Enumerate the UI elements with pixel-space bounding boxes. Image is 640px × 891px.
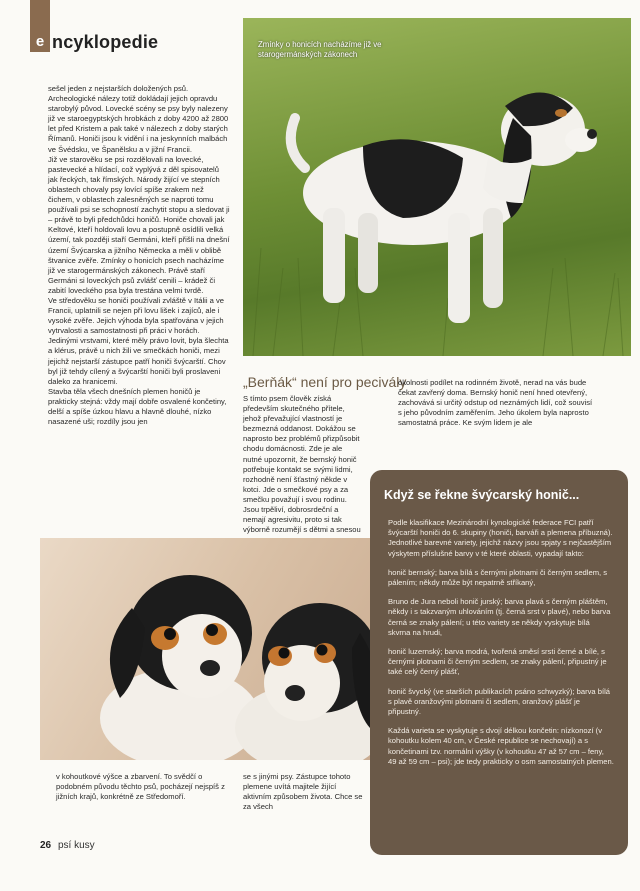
info-box	[370, 470, 628, 855]
page-number: 26	[40, 840, 52, 851]
paragraph: okolnosti podílet na rodinném životě, nerad na vás bude čekat zavřený doma. Bernský honič není hned otevřený, zachovává si určitý odstup od neznámých lidí, což souvisí s jeho původním zaměřením. Jeho úkolem byla naprosto samostatná práce. Ke svým lidem je ale	[398, 378, 593, 428]
bottom-column-1	[56, 772, 234, 802]
paragraph: Stavba těla všech dnešních plemen honičů je prakticky stejná: vždy mají dobře osvalené končetiny, delší a spíše úzkou hlavu a hlavně dlouhé, nízko nasazené uši; rozdíly jsou jen	[48, 386, 227, 427]
paragraph: se s jinými psy. Zástupce tohoto plemene uvítá majitele žijící aktivním způsobem života. Chce se za všech	[243, 772, 363, 812]
left-column-text	[48, 84, 230, 427]
info-paragraph: Podle klasifikace Mezinárodní kynologické federace FCI patří švýcarští honiči do 6. skupiny (honiči, barváři a plemena příbuzná). Jednotlivé barevné variety, jejichž názvy jsou spjaty s nejčastějším výskytem příslušné barvy v té které oblasti, vypadají takto:	[388, 518, 613, 558]
photo-swiss-hound-in-grass	[243, 18, 631, 356]
section-heading: „Berňák“ není pro pecivály	[243, 374, 407, 390]
section-letter: e	[35, 33, 45, 50]
info-paragraph: Bruno de Jura neboli honič jurský; barva plavá s černým pláštěm, někdy i s takzvaným uhlováním (tj. černá srst v plavé), nebo barva černá se znaky pálení; u této variety se někdy vyskytuje bílá skvrna na hrudi,	[388, 597, 611, 637]
info-box-title: Když se řekne švýcarský honič...	[384, 488, 580, 502]
bernak-column-2	[398, 378, 598, 428]
paragraph: Archeologické nálezy totiž dokládají jejich opravdu starobylý původ. Lovecké scény se psy byly nalezeny již ve staroegyptských hrobkách z doby 4200 až 2800 let před Kristem a pak také v nálezech z doby starých Římanů. Honiči jsou k vidění i na jeskynních malbách ve Švédsku, ve Španělsku a v jižní Francii.	[48, 94, 229, 154]
bernak-column-1	[243, 394, 363, 535]
bottom-column-2	[243, 772, 365, 812]
info-paragraph: honič švycký (ve starších publikacích psáno schwyzký); barva bílá s plavě oranžovými plotnami či sedlem, oranžový plášť je připustný.	[388, 686, 610, 717]
puppies-illustration	[40, 538, 385, 760]
info-paragraph: honič luzernský; barva modrá, tvořená směsí srsti černé a bílé, s černými plotnami či černým sedlem, se znaky pálení, připustný je také celý černý plášť,	[388, 647, 607, 677]
magazine-name: psí kusy	[58, 840, 95, 851]
info-paragraph: Každá varieta se vyskytuje s dvojí délkou končetin: nízkonozí (v kohoutku kolem 40 cm, v České republice se nechovají) a s končetinami tzv. normální výšky (v kohoutku 47 až 57 cm – feny, 49 až 59 cm – psi); jde tedy prakticky o osm samostatných plemen.	[388, 726, 614, 766]
paragraph: S tímto psem člověk získá především skutečného přítele, jehož převažující vlastností je bezmezná oddanost. Dokážou se naprosto bez problémů přizpůsobit chodu domácnosti. Zde je ale nutné upozornit, že bernský honič potřebuje kontakt se svými lidmi, rozhodně není šťastný někde v kotci. Jde o smečkové psy a za smečku považují i svou rodinu. Jsou trpěliví, dobrosrdeční a nemají agresivitu, proto si tak výborně rozumějí s dětmi a snesou	[243, 394, 361, 535]
paragraph: sešel jeden z nejstarších doložených psů.	[48, 84, 189, 93]
info-paragraph: honič bernský; barva bílá s černými plotnami či černým sedlem, s pálením; někdy může být nepatrně stříkaný,	[388, 567, 608, 588]
photo-two-puppies	[40, 538, 385, 760]
dog-illustration	[243, 18, 631, 356]
paragraph: v kohoutkové výšce a zbarvení. To svědčí o podobném původu těchto psů, pocházejí nejspíš z jižních krajů, konkrétně ze Středomoří.	[56, 772, 225, 802]
paragraph: Již ve starověku se psi rozdělovali na lovecké, pastevecké a hlídací, což vyplývá z děl spisovatelů jak řeckých, tak římských. Národy žijící ve stepních oblastech chovaly psy lovící spíše zrakem než čichem, v oblastech zalesněných se naproti tomu používali psi se schopností zachytit stopu a sledovat ji – právě to byli předchůdci honičů. Honiče chovali jak Keltové, kteří holdovali lovu a postupně osídlili velká území, tak později staří Germáni, kteří přišli na dnešní území Švýcarska a jižního Německa a měli v oblibě štvanice zvěře. Zmínky o honicích psech nacházíme již ve starogermánských zákonech. Právě staří Germáni si loveckých psů zvlášť cenili – krádež či zabití loveckého psa byla trestána velmi tvrdě.	[48, 154, 230, 295]
paragraph: Ve středověku se honiči používali zvláště v Itálii a ve Francii, uplatnili se nejen při lovu lišek i zajíců, ale i vysoké zvěře. Jejich výhoda byla spatřována v jejich vytrvalosti a samostatnosti při práci v horách. Jedinými vrstvami, které měly právo lovit, byla šlechta a klérus, právě u nich žili ve smečkách honiči, mezi jejichž nejstarší zástupce patří honiči švýcarští. Chov byl již tehdy cílený a švýcarští honiči byli proslaveni daleko za hranicemi.	[48, 295, 229, 386]
section-title: ncyklopedie	[52, 32, 159, 52]
photo-caption: Zmínky o honicích nacházíme již ve starogermánských zákonech	[258, 40, 382, 59]
info-box-body	[388, 518, 614, 776]
